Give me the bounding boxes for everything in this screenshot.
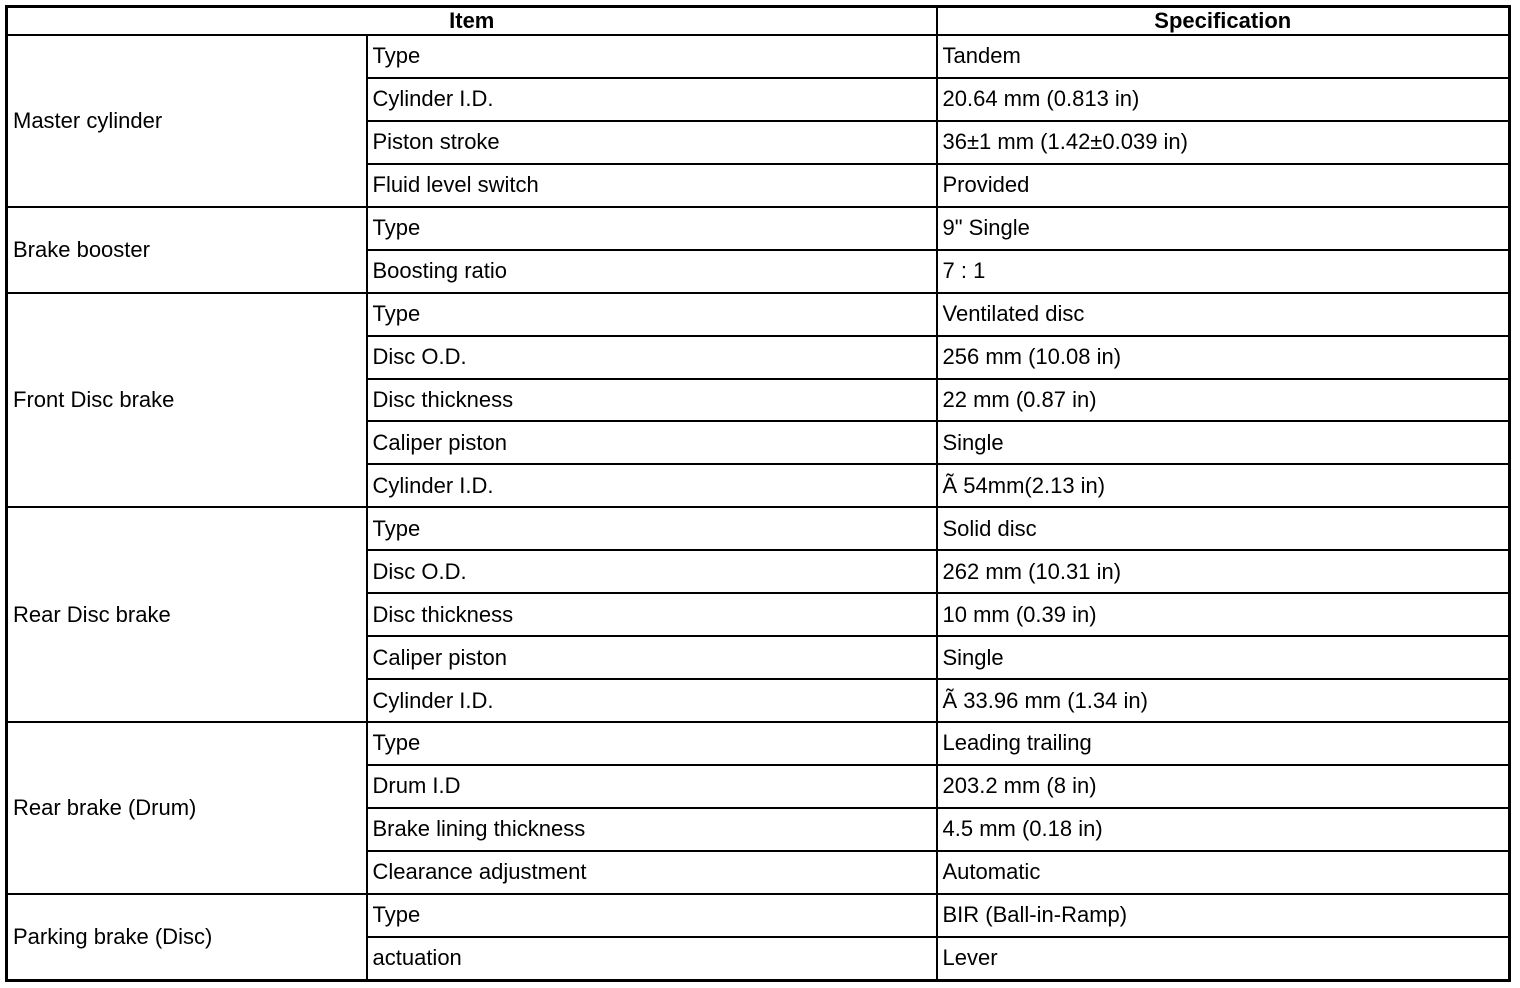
specification-cell: Leading trailing: [937, 722, 1510, 765]
specification-cell: Ã 54mm(2.13 in): [937, 464, 1510, 507]
item-cell: Disc thickness: [367, 379, 937, 422]
spec-body: [7, 35, 1510, 981]
specification-cell: 256 mm (10.08 in): [937, 336, 1510, 379]
specification-cell: Single: [937, 636, 1510, 679]
item-cell: Piston stroke: [367, 121, 937, 164]
specification-cell: 4.5 mm (0.18 in): [937, 808, 1510, 851]
item-cell: Caliper piston: [367, 636, 937, 679]
item-cell: Cylinder I.D.: [367, 679, 937, 722]
item-cell: Disc O.D.: [367, 550, 937, 593]
item-cell: Disc thickness: [367, 593, 937, 636]
specification-cell: 7 : 1: [937, 250, 1510, 293]
group-label: Brake booster: [7, 207, 367, 293]
header-specification: Specification: [937, 7, 1510, 36]
item-cell: Type: [367, 207, 937, 250]
table-row: [7, 207, 1510, 250]
specification-cell: Ventilated disc: [937, 293, 1510, 336]
specification-cell: Solid disc: [937, 507, 1510, 550]
item-cell: Brake lining thickness: [367, 808, 937, 851]
specification-cell: 36±1 mm (1.42±0.039 in): [937, 121, 1510, 164]
group-label: Rear brake (Drum): [7, 722, 367, 894]
header-row: [7, 7, 1510, 36]
item-cell: Cylinder I.D.: [367, 78, 937, 121]
item-cell: Type: [367, 293, 937, 336]
table-row: [7, 507, 1510, 550]
item-cell: Type: [367, 722, 937, 765]
group-label: Parking brake (Disc): [7, 894, 367, 981]
table-row: [7, 894, 1510, 937]
item-cell: Caliper piston: [367, 421, 937, 464]
specification-cell: 10 mm (0.39 in): [937, 593, 1510, 636]
brake-spec-table: [5, 5, 1511, 982]
item-cell: Fluid level switch: [367, 164, 937, 207]
item-cell: Cylinder I.D.: [367, 464, 937, 507]
item-cell: Disc O.D.: [367, 336, 937, 379]
group-label: Rear Disc brake: [7, 507, 367, 722]
specification-cell: Single: [937, 421, 1510, 464]
specification-cell: 9" Single: [937, 207, 1510, 250]
item-cell: Type: [367, 35, 937, 78]
specification-cell: 20.64 mm (0.813 in): [937, 78, 1510, 121]
specification-cell: Lever: [937, 937, 1510, 981]
item-cell: Boosting ratio: [367, 250, 937, 293]
specification-cell: 203.2 mm (8 in): [937, 765, 1510, 808]
specification-cell: BIR (Ball-in-Ramp): [937, 894, 1510, 937]
specification-cell: 22 mm (0.87 in): [937, 379, 1510, 422]
header-item: Item: [7, 7, 937, 36]
item-cell: Drum I.D: [367, 765, 937, 808]
specification-cell: 262 mm (10.31 in): [937, 550, 1510, 593]
specification-cell: Provided: [937, 164, 1510, 207]
specification-cell: Tandem: [937, 35, 1510, 78]
item-cell: actuation: [367, 937, 937, 981]
item-cell: Clearance adjustment: [367, 851, 937, 894]
item-cell: Type: [367, 894, 937, 937]
group-label: Master cylinder: [7, 35, 367, 207]
specification-cell: Ã 33.96 mm (1.34 in): [937, 679, 1510, 722]
table-row: [7, 293, 1510, 336]
specification-cell: Automatic: [937, 851, 1510, 894]
item-cell: Type: [367, 507, 937, 550]
group-label: Front Disc brake: [7, 293, 367, 508]
table-row: [7, 35, 1510, 78]
table-row: [7, 722, 1510, 765]
